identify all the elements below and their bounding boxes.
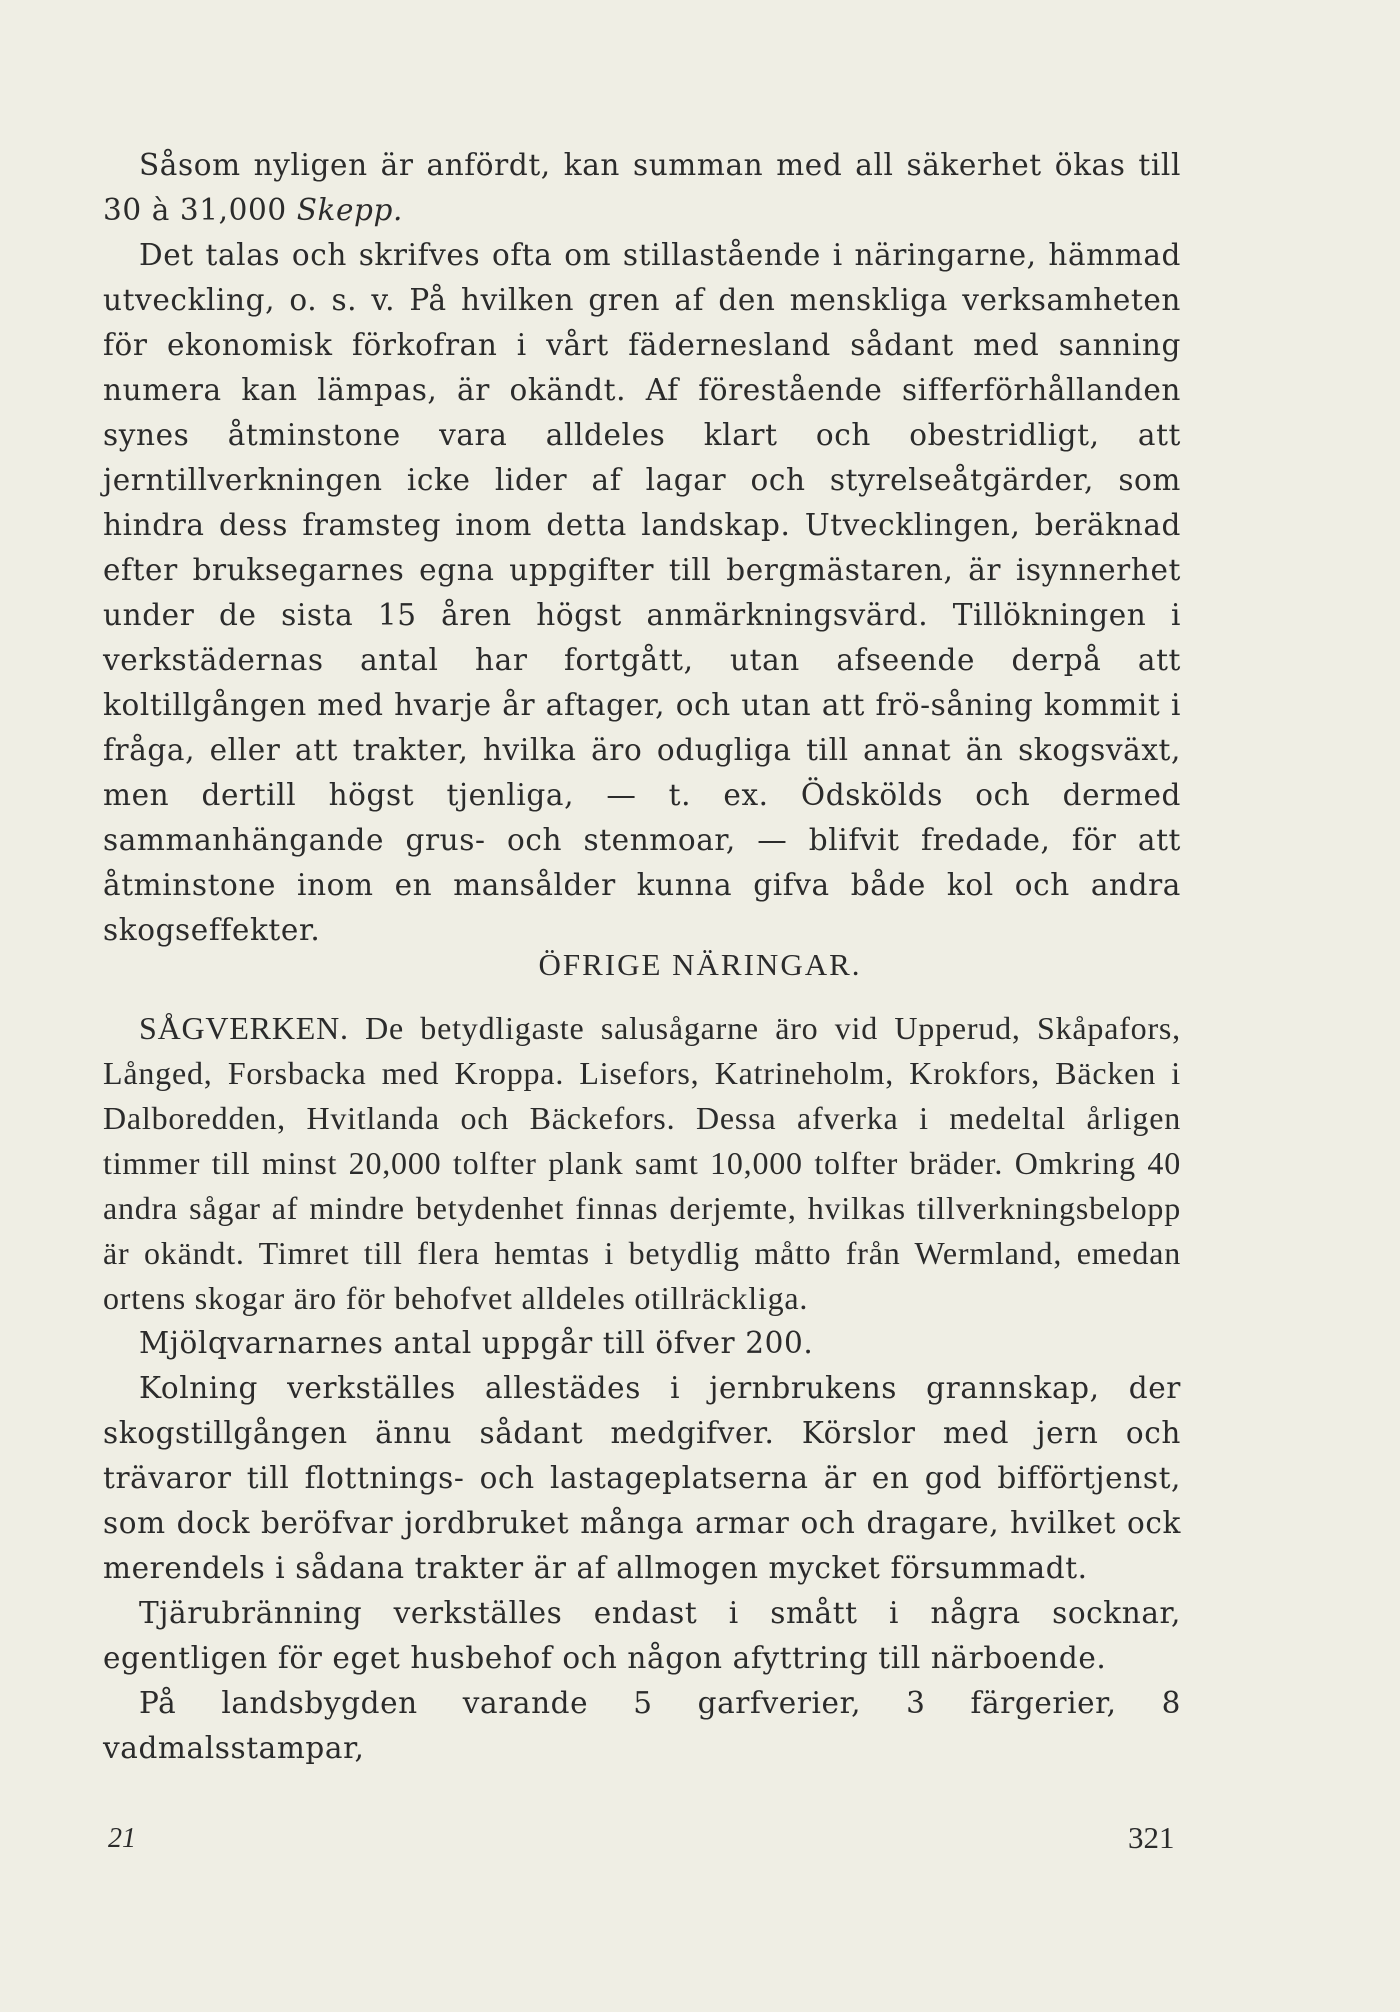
body-text-lower — [103, 1006, 1181, 1771]
paragraph-skepp-text: Såsom nyligen är anfördt, kan summan med all säkerhet ökas till 30 à 31,000 — [103, 148, 1181, 227]
paragraph-kolning: Kolning verkställes allestädes i jernbrukens grannskap, der skogstillgången ännu sådant medgifver. Körslor med jern och trävaror till flottnings- och lastageplatserna är en god bifförtjenst, som dock beröfvar jordbruket många armar och dragare, hvilket ock merendels i sådana trakter är af allmogen mycket försummadt. — [103, 1371, 1181, 1585]
section-heading: ÖFRIGE NÄRINGAR. — [538, 947, 862, 982]
page-number: 321 — [1128, 1820, 1175, 1855]
body-text-upper — [103, 143, 1181, 953]
paragraph-mjolqvarnar: Mjölqvarnarnes antal uppgår till öfver 200. — [139, 1326, 814, 1360]
paragraph-sagverken: SÅGVERKEN. De betydligaste salusågarne äro vid Upperud, Skåpafors, Långed, Forsbacka med Kroppa. Lisefors, Katrineholm, Krokfors, Bäcken i Dalboredden, Hvitlanda och Bäckefors. Dessa afverka i medeltal årligen timmer till minst 20,000 tolfter plank samt 10,000 tolfter bräder. Omkring 40 andra sågar af mindre betydenhet finnas derjemte, hvilkas tillverkningsbelopp är okändt. Timret till flera hemtas i betydlig måtto från Wermland, emedan ortens skogar äro för behofvet alldeles otillräckliga. — [103, 1010, 1181, 1316]
paragraph-landsbygden: På landsbygden varande 5 garfverier, 3 färgerier, 8 vadmalsstampar, — [103, 1686, 1181, 1765]
paragraph-skepp-italic: Skepp. — [296, 193, 403, 227]
paragraph-naringar: Det talas och skrifves ofta om stillastående i näringarne, hämmad utveckling, o. s. v. På hvilken gren af den menskliga verksamheten för ekonomisk förkofran i vårt fädernesland sådant med sanning numera kan lämpas, är okändt. Af förestående sifferförhållanden synes åtminstone vara alldeles klart och obestridligt, att jerntillverkningen icke lider af lagar och styrelseåtgärder, som hindra dess framsteg inom detta landskap. Utvecklingen, beräknad efter bruksegarnes egna uppgifter till bergmästaren, är isynnerhet under de sista 15 åren högst anmärkningsvärd. Tillökningen i verkstädernas antal har fortgått, utan afseende derpå att koltillgången med hvarje år aftager, och utan att frö-såning kommit i fråga, eller att trakter, hvilka äro odugliga till annat än skogsväxt, men dertill högst tjenliga, — t. ex. Ödskölds och dermed sammanhängande grus- och stenmoar, — blifvit fredade, för att åtminstone inom en mansålder kunna gifva både kol och andra skogseffekter. — [103, 238, 1181, 947]
signature-mark: 21 — [108, 1823, 136, 1854]
paragraph-skepp — [103, 143, 1181, 233]
paragraph-tjarubranning: Tjärubränning verkställes endast i smått i några socknar, egentligen för eget husbehof och någon afyttring till närboende. — [103, 1596, 1181, 1675]
